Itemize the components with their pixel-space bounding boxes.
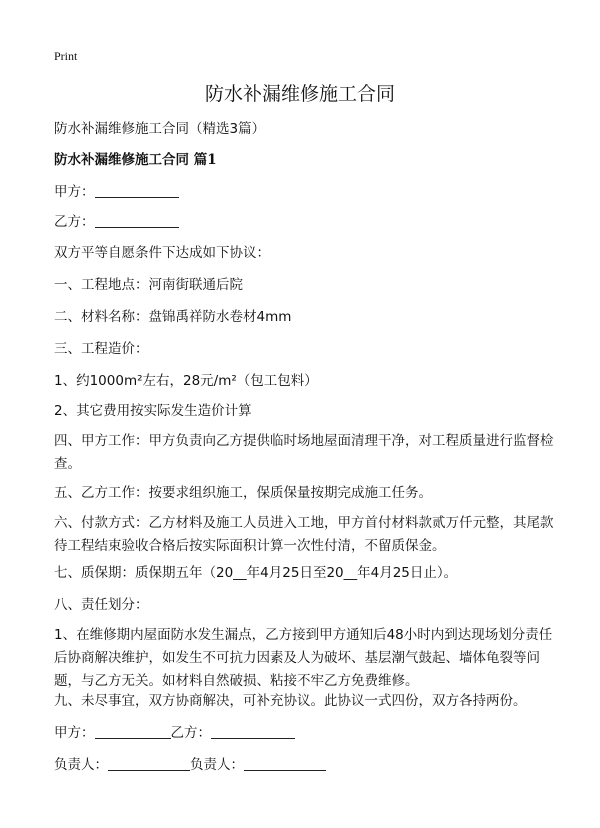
- clause-6: 六、付款方式：乙方材料及施工人员进入工地，甲方首付材料款贰万仟元整，其尾款待工程结束验收合格后按实际面积计算一次性付清，不留质保金。: [54, 515, 554, 554]
- intro-text: 双方平等自愿条件下达成如下协议：: [54, 245, 270, 261]
- sign-party-a-label: 甲方：: [54, 725, 95, 741]
- clause-8: 八、责任划分：: [54, 597, 149, 613]
- signature-parties-line: [54, 723, 295, 743]
- sign-party-b-blank: [211, 724, 295, 739]
- clause-3-2: 2、其它费用按实际发生造价计算: [54, 403, 252, 419]
- party-a-label: 甲方：: [54, 184, 95, 200]
- clause-1: 一、工程地点：河南街联通后院: [54, 277, 243, 293]
- clause-3: 三、工程造价：: [54, 341, 149, 357]
- sign-rep-b-label: 负责人：: [190, 757, 244, 773]
- clause-8-1: 1、在维修期内屋面防水发生漏点，乙方接到甲方通知后48小时内到达现场划分责任后协商解决维护，如发生不可抗力因素及人为破坏、基层潮气鼓起、墙体龟裂等问题，与乙方无关。如材料自然破损、粘接不牢乙方免费维修。: [54, 627, 553, 689]
- section-heading: 防水补漏维修施工合同 篇1: [54, 152, 217, 168]
- clause-2: 二、材料名称：盘锦禹祥防水卷材4mm: [54, 309, 292, 325]
- signature-reps-line: [54, 755, 326, 775]
- sign-party-b-label: 乙方：: [170, 725, 211, 741]
- party-b-label: 乙方：: [54, 214, 95, 230]
- sign-rep-a-label: 负责人：: [54, 757, 108, 773]
- clause-3-1: 1、约1000m²左右，28元/m²（包工包料）: [54, 373, 318, 389]
- sign-party-a-blank: [95, 724, 171, 739]
- party-a-blank: [95, 183, 179, 198]
- party-b-line: [54, 212, 179, 232]
- document-title: 防水补漏维修施工合同: [204, 83, 395, 105]
- sign-rep-b-blank: [244, 756, 326, 771]
- document-subtitle: 防水补漏维修施工合同（精选3篇）: [54, 121, 266, 137]
- clause-9: 九、未尽事宜，双方协商解决，可补充协议。此协议一式四份，双方各持两份。: [54, 693, 527, 709]
- sign-rep-a-blank: [108, 756, 190, 771]
- clause-7: 七、质保期：质保期五年（20__年4月25日至20__年4月25日止）。: [54, 565, 458, 581]
- clause-5: 五、乙方工作：按要求组织施工，保质保量按期完成施工任务。: [54, 485, 432, 501]
- clause-4: 四、甲方工作：甲方负责向乙方提供临时场地屋面清理干净，对工程质量进行监督检查。: [54, 433, 554, 472]
- print-label: Print: [54, 49, 78, 63]
- party-b-blank: [95, 213, 179, 228]
- party-a-line: [54, 182, 179, 202]
